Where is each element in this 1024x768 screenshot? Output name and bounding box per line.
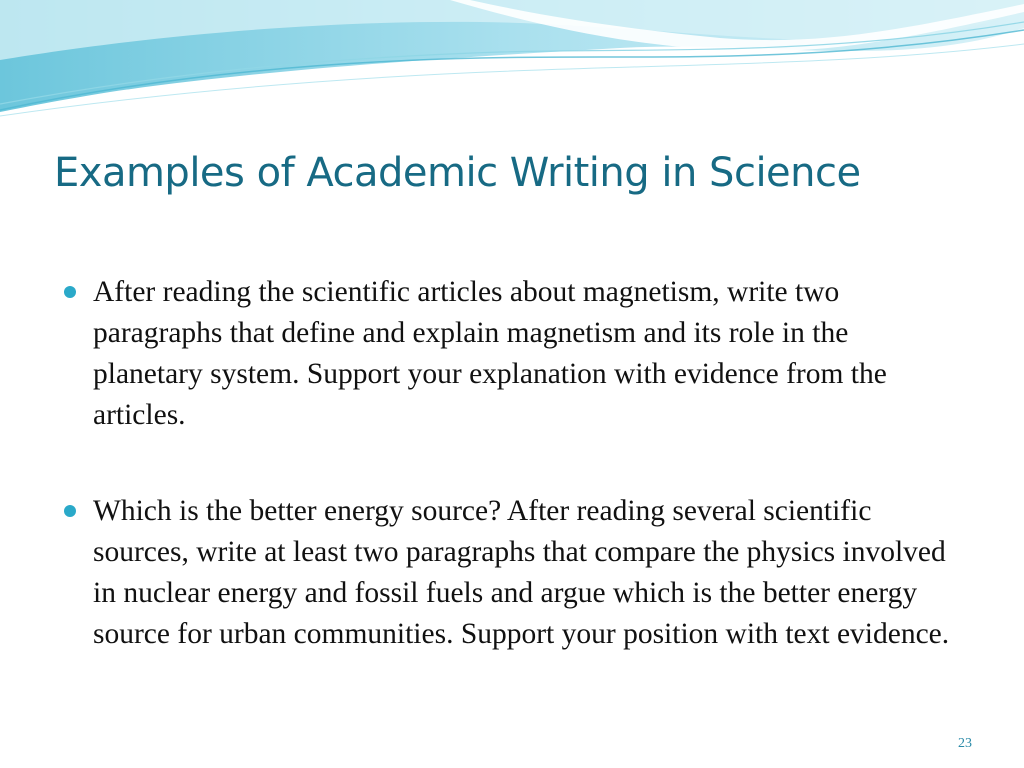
bullet-item-energy-source xyxy=(60,491,960,655)
wave-header-decoration xyxy=(0,0,1024,140)
bullet-list xyxy=(60,272,960,710)
slide-number: 23 xyxy=(958,736,972,751)
bullet-text: Which is the better energy source? After reading several scientific sources, write at least two paragraphs that compare the physics involved in nuclear energy and fossil fuels and argue which is the better energy source for urban communities. Support your position with text evidence. xyxy=(93,495,950,650)
bullet-text: After reading the scientific articles about magnetism, write two paragraphs that define and explain magnetism and its role in the planetary system. Support your explanation with evidence from the articles. xyxy=(93,276,887,431)
bullet-dot-icon xyxy=(64,286,76,298)
slide-title: Examples of Academic Writing in Science xyxy=(54,150,861,196)
bullet-dot-icon xyxy=(64,505,76,517)
bullet-item-magnetism xyxy=(60,272,960,436)
